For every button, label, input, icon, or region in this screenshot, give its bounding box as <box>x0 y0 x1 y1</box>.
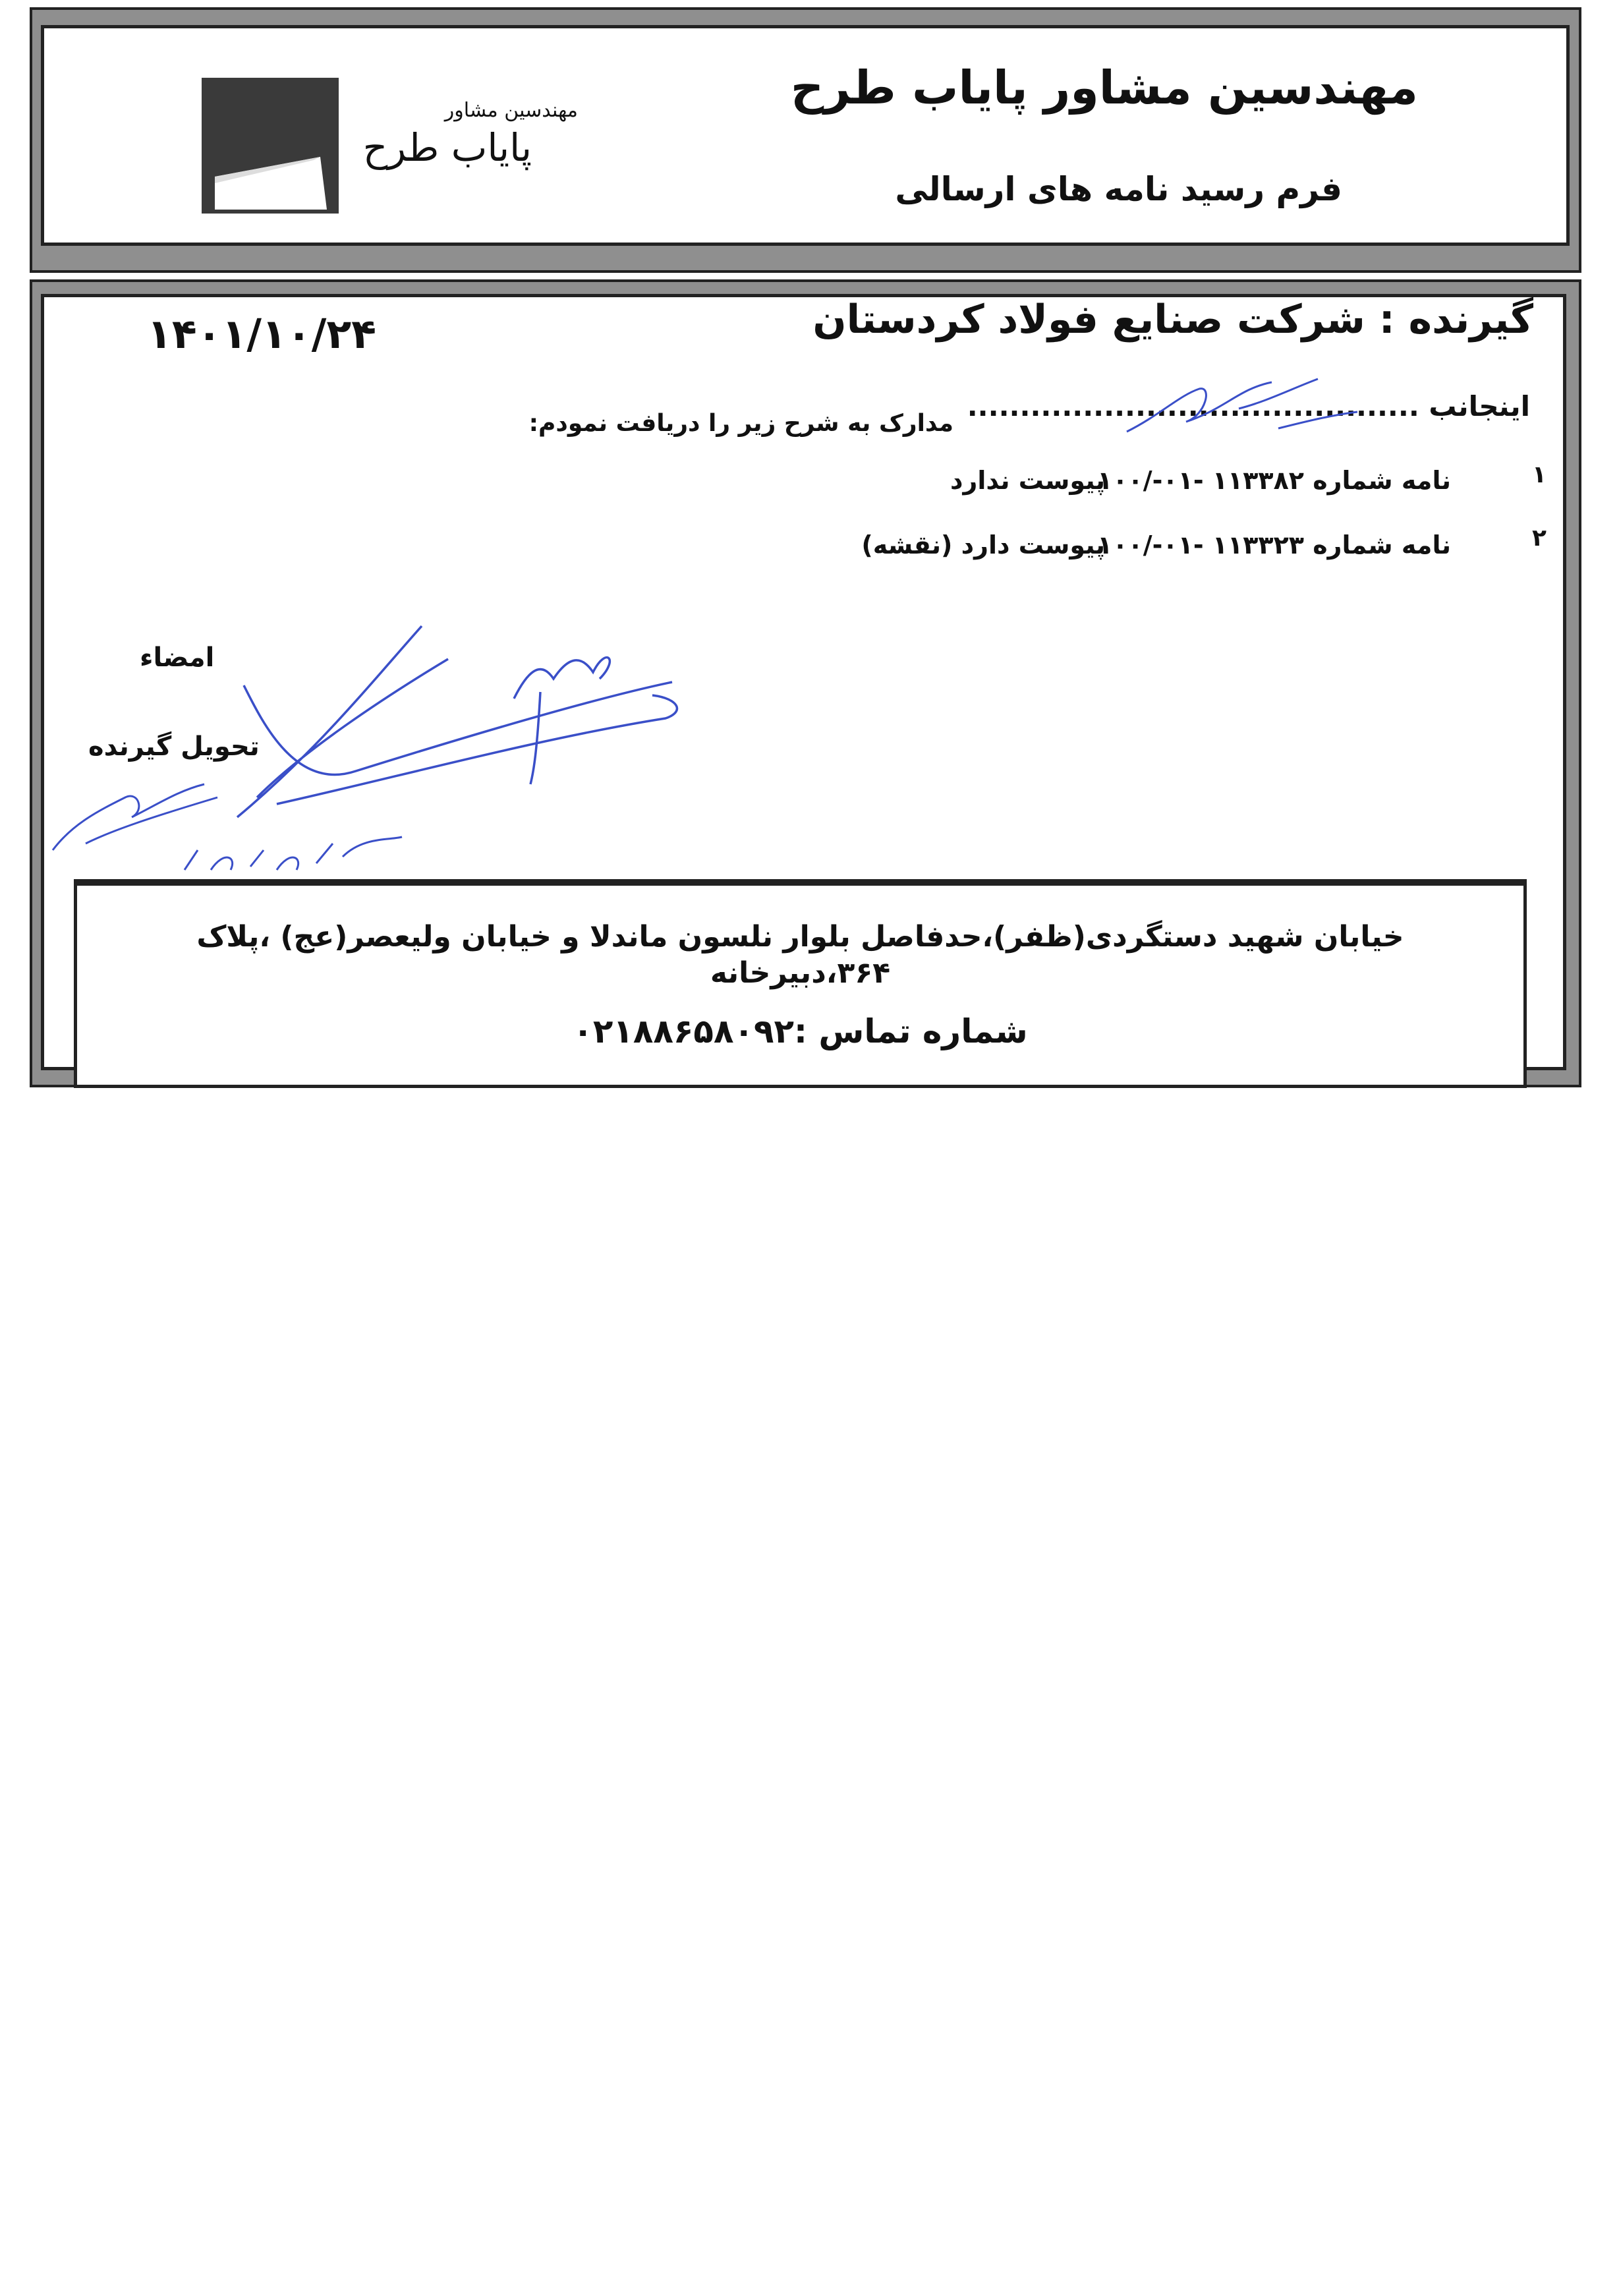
handwritten-receiver-date <box>178 811 415 883</box>
handwritten-name-signature <box>1120 369 1384 448</box>
form-title: فرم رسید نامه های ارسالی <box>895 170 1342 208</box>
declaration-end: مدارک به شرح زیر را دریافت نمودم: <box>528 410 953 437</box>
logo-mark <box>202 78 339 214</box>
footer-address: خیابان شهید دستگردی(ظفر)،حدفاصل بلوار نلسون ماندلا و خیابان ولیعصر(عج) ،پلاک ۳۶۴،دبیرخانه <box>196 919 1404 990</box>
item-1-letter: نامه شماره ۱۱۳۳۸۲ -۰۱-/۱۰۰ <box>1097 466 1451 495</box>
item-2-letter: نامه شماره ۱۱۳۳۲۳ -۰۱-/۱۰۰ <box>1097 531 1451 560</box>
footer-box <box>74 879 1527 1088</box>
item-1-index: ۱ <box>1532 461 1547 488</box>
logo-text-small: مهندسین مشاور <box>444 99 578 122</box>
recipient: گیرنده : شرکت صنایع فولاد کردستان <box>812 297 1533 343</box>
declaration-start: اینجانب ........................................... <box>967 390 1530 422</box>
footer-phone: شماره تماس :۰۲۱۸۸۶۵۸۰۹۲ <box>573 1012 1028 1050</box>
item-1-attachment: پیوست ندارد <box>950 466 1105 495</box>
item-2-index: ۲ <box>1532 525 1547 552</box>
signature-label: امضاء <box>140 643 215 673</box>
receiver-label: تحویل گیرنده <box>88 732 260 762</box>
logo-text-large: پایاب طرح <box>362 125 532 170</box>
company-title: مهندسین مشاور پایاب طرح <box>790 61 1418 115</box>
receiver-signature <box>198 619 698 837</box>
item-2-attachment: پیوست دارد (نقشه) <box>861 531 1105 560</box>
date: ۱۴۰۱/۱۰/۲۴ <box>147 310 377 358</box>
